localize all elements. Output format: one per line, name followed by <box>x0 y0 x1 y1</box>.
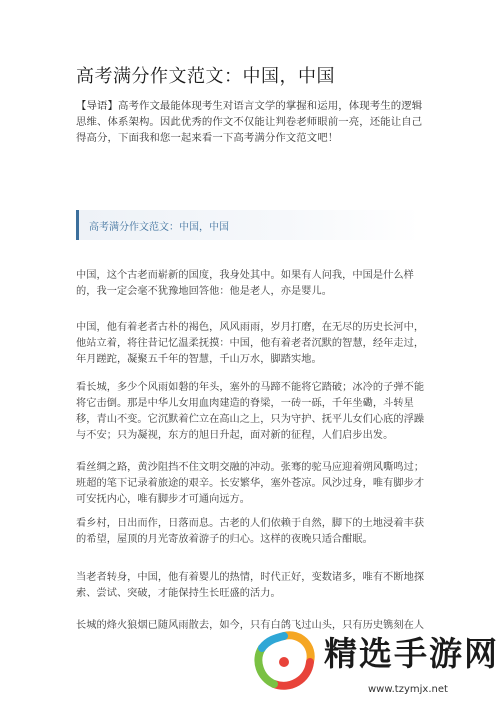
intro-paragraph <box>76 98 428 146</box>
watermark-brand: 精选手游网 <box>324 634 499 673</box>
body-paragraph: 当老者转身，中国，他有着婴儿的热情，时代正好，变数诸多，唯有不断地探索、尝试、突破，才能保持生长旺盛的活力。 <box>76 572 425 599</box>
section-heading: 高考满分作文范文：中国，中国 <box>89 222 229 233</box>
page-title: 高考满分作文范文：中国，中国 <box>76 66 335 87</box>
body-paragraph: 长城的烽火狼烟已随风雨散去，如今，只有白鸽飞过山头，只有历史镌刻在人 <box>76 620 425 631</box>
watermark <box>244 622 500 708</box>
body-paragraph: 中国，这个古老而崭新的国度，我身处其中。如果有人问我，中国是什么样的，我一定会毫不犹豫地回答他：他是老人，亦是婴儿。 <box>76 270 414 297</box>
intro-text: 高考作文最能体现考生对语言文学的掌握和运用，体现考生的逻辑思维、体系架构。因此优秀的作文不仅能让判卷老师眼前一亮，还能让自己得高分，下面我和您一起来看一下高考满分作文范文吧！ <box>76 100 423 144</box>
intro-tag: 【导语】 <box>76 100 118 112</box>
watermark-url: www.tzymjx.net <box>368 684 448 695</box>
body-paragraph: 看长城，多少个风雨如磐的年头，塞外的马蹄不能将它踏破；冰冷的子弹不能将它击倒。那是中华儿女用血肉建造的脊梁，一砖一砾，千年坐磡，斗转星移，青山不变。它沉默着伫立在高山之上，只为守护、抚平儿女们心底的浮躁与不安；只为凝视，东方的旭日升起，面对新的征程，人们启步出发。 <box>76 382 425 441</box>
body-paragraph: 中国，他有着老者古朴的褐色，风风雨雨，岁月打磨，在无尽的历史长河中，他站立着，将往昔记忆温柔抚摸：中国，他有着老者沉默的智慧，经年走过，年月蹉跎，凝聚五千年的智慧，千山万水，脚踏实地。 <box>76 322 425 365</box>
colorful-swirl-logo-icon <box>244 622 324 702</box>
body-paragraph: 看丝绸之路，黄沙阻挡不住文明交融的冲动。张骞的驼马应迎着朔风嘶鸣过；班超的笔下记录着旅途的艰辛。长安繁华，塞外苍凉。风沙过身，唯有脚步才可安抚内心，唯有脚步才可通向远方。 <box>76 462 425 505</box>
section-heading-bar <box>76 210 420 240</box>
body-paragraph: 看乡村，日出而作，日落而息。古老的人们依赖于自然，脚下的土地浸着丰获的希望，屋顶的月光寄放着游子的归心。这样的夜晚只适合酣眠。 <box>76 518 425 545</box>
